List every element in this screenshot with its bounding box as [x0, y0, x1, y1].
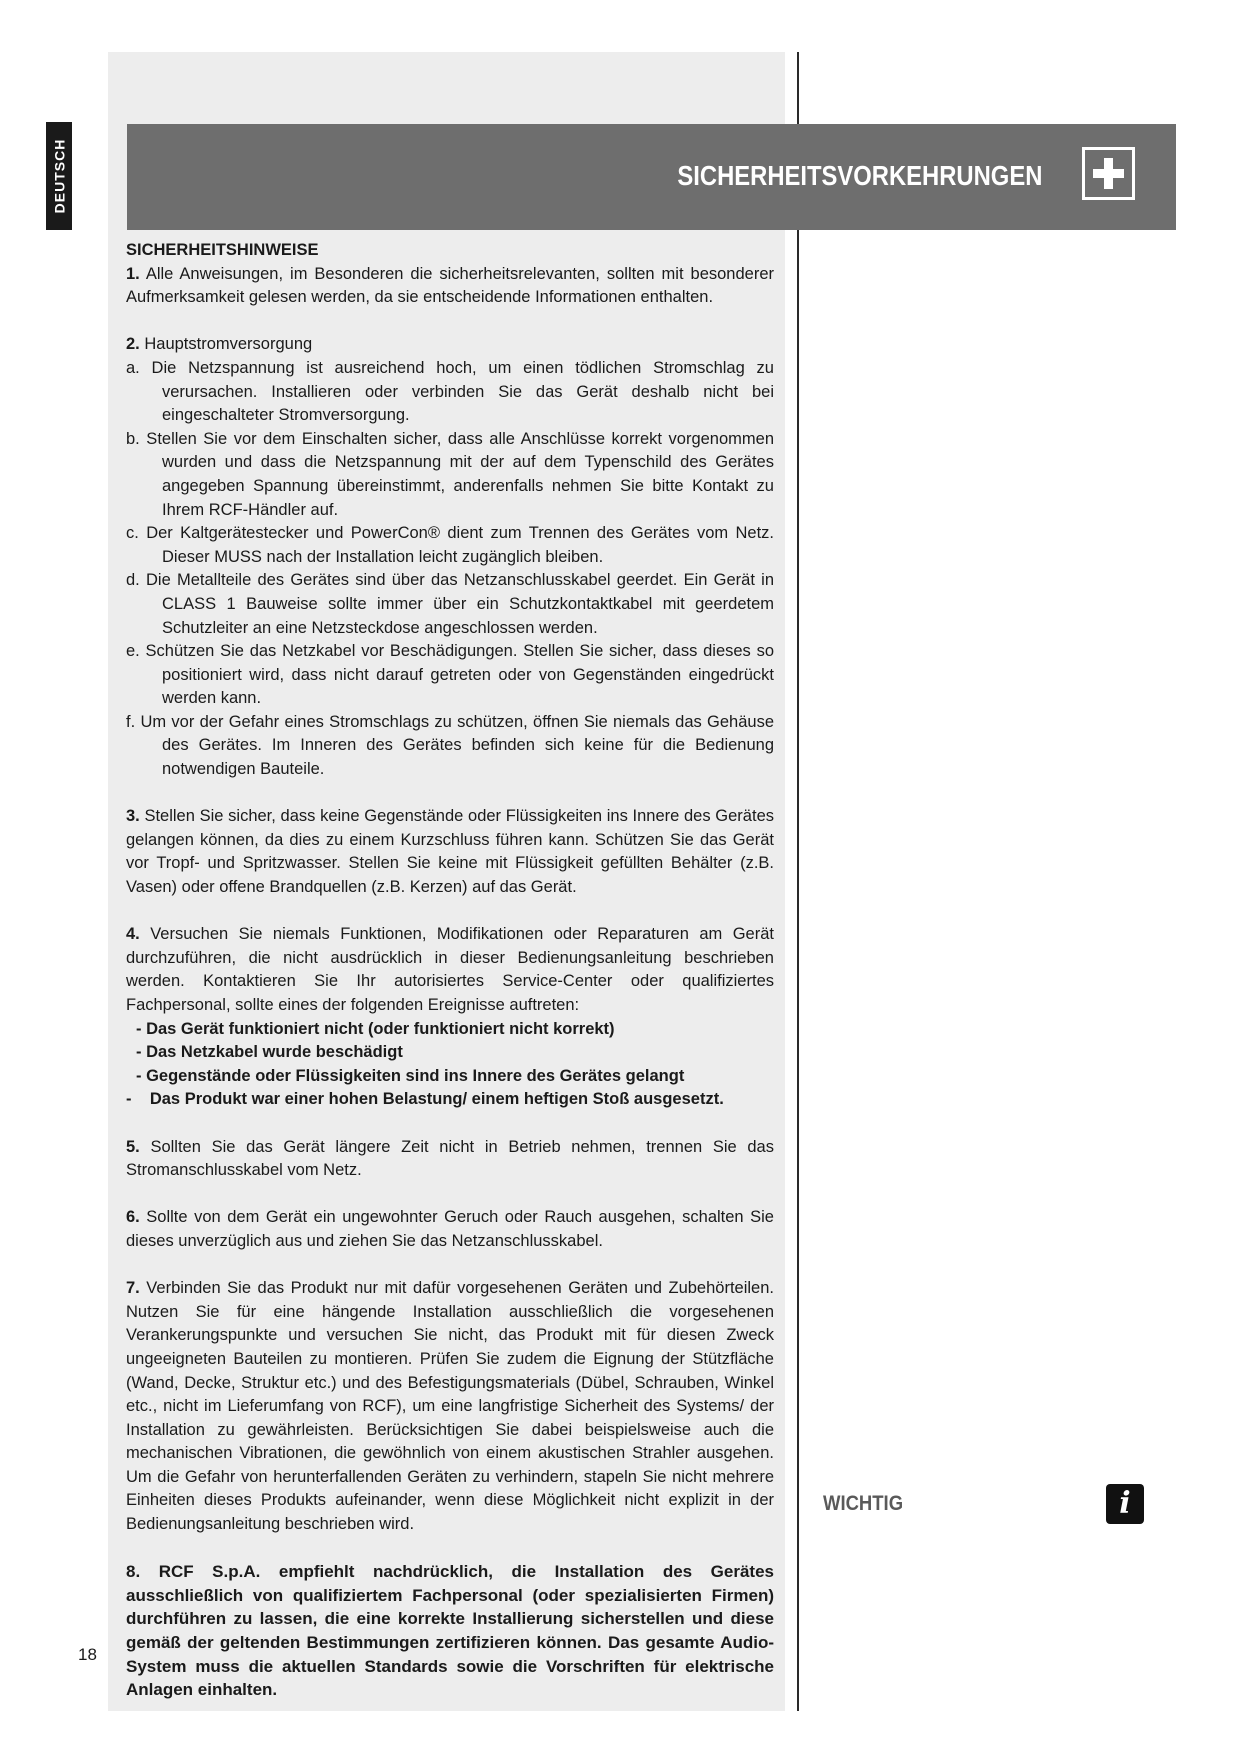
list-dash: -: [126, 1090, 132, 1109]
list-item: - Das Gerät funktioniert nicht (oder funktioniert nicht korrekt): [136, 1019, 615, 1038]
paragraph-3: [126, 805, 774, 899]
paragraph-text: Sollte von dem Gerät ein ungewohnter Geruch oder Rauch ausgehen, schalten Sie dieses unverzüglich aus und ziehen Sie das Netzanschlusskabel.: [126, 1208, 774, 1250]
paragraph-text: Alle Anweisungen, im Besonderen die sicherheitsrelevanten, sollten mit besonderer Aufmerksamkeit gelesen werden, da sie entscheidende Informationen enthalten.: [126, 264, 774, 307]
list-item: f. Um vor der Gefahr eines Stromschlags zu schützen, öffnen Sie niemals das Gehäuse des Gerätes. Im Inneren des Gerätes befinden sich keine für die Bedienung notwendigen Bauteile.: [126, 712, 774, 779]
list-item: [126, 1088, 774, 1112]
paragraph-number: 6.: [126, 1208, 140, 1227]
paragraph-7: [126, 1277, 774, 1537]
list-item: - Gegenstände oder Flüssigkeiten sind ins Innere des Gerätes gelangt: [136, 1066, 685, 1085]
paragraph-text: Sollten Sie das Gerät längere Zeit nicht in Betrieb nehmen, trennen Sie das Stromanschlusskabel vom Netz.: [126, 1137, 774, 1180]
paragraph-8: 8. RCF S.p.A. empfiehlt nachdrücklich, die Installation des Gerätes ausschließlich von qualifiziertem Fachpersonal (oder spezialisierten Firmen) durchführen zu lassen, die eine korrekte Installierung sicherstellen und diese gemäß der geltenden Bestimmungen zertifizieren können. Das gesamte Audio-System muss die aktuellen Standards sowie die Vorschriften für elektrische Anlagen einhalten.: [126, 1562, 774, 1700]
paragraph-text: Versuchen Sie niemals Funktionen, Modifikationen oder Reparaturen am Gerät durchzuführen, die nicht ausdrücklich in dieser Bedienungsanleitung beschrieben werden. Kontaktieren Sie Ihr autorisiertes Service-Center oder qualifiziertes Fachpersonal, sollte eines der folgenden Ereignisse auftreten:: [126, 925, 774, 1014]
medical-cross-icon: [1082, 147, 1135, 200]
list-item: - Das Netzkabel wurde beschädigt: [136, 1043, 403, 1062]
list-item: a. Die Netzspannung ist ausreichend hoch, um einen tödlichen Stromschlag zu verursachen. Installieren oder verbinden Sie das Gerät deshalb nicht bei eingeschalteter Stromversorgung.: [126, 358, 774, 425]
paragraph-6: [126, 1206, 774, 1253]
info-icon: i: [1106, 1484, 1144, 1524]
page-title: SICHERHEITSVORKEHRUNGEN: [677, 160, 1042, 191]
paragraph-number: 3.: [126, 807, 140, 826]
list-item: e. Schützen Sie das Netzkabel vor Beschädigungen. Stellen Sie sicher, dass dieses so positioniert wird, dass nicht darauf getreten oder von Gegenständen eingedrückt werden kann.: [126, 642, 774, 708]
page-number: 18: [78, 1645, 97, 1664]
section-header: [127, 124, 1176, 230]
paragraph-number: 5.: [126, 1137, 140, 1156]
paragraph-2: [126, 333, 774, 357]
section-title: SICHERHEITSHINWEISE: [126, 241, 319, 259]
list-item-text: Das Produkt war einer hohen Belastung/ einem heftigen Stoß ausgesetzt.: [149, 1090, 724, 1109]
language-tab: [46, 122, 72, 230]
paragraph-text: Verbinden Sie das Produkt nur mit dafür vorgesehenen Geräten und Zubehörteilen. Nutzen Sie für eine hängende Installation ausschließlich die vorgesehenen Verankerungspunkte und versuchen Sie nicht, das Produkt mit für diesen Zweck ungeeigneten Bauteilen zu montieren. Prüfen Sie zudem die Eignung der Stützfläche (Wand, Decke, Struktur etc.) und des Befestigungsmaterials (Dübel, Schrauben, Winkel etc., nicht im Lieferumfang von RCF), um eine langfristige Sicherheit des Systems/ der Installation zu gewährleisten. Berücksichtigen Sie dabei beispielsweise auch die mechanischen Vibrationen, die gewöhnlich von einem akustischen Strahler ausgehen. Um die Gefahr von herunterfallenden Geräten zu verhindern, stapeln Sie nicht mehrere Einheiten dieses Produkts aufeinander, wenn diese Möglichkeit nicht explizit in der Bedienungsanleitung beschrieben wird.: [126, 1279, 774, 1534]
sidebar-label: WICHTIG: [823, 1492, 904, 1515]
paragraph-number: 4.: [126, 925, 140, 944]
paragraph-1: [126, 263, 774, 310]
language-tab-label: DEUTSCH: [51, 138, 68, 214]
paragraph-5: [126, 1136, 774, 1183]
paragraph-text: Stellen Sie sicher, dass keine Gegenstände oder Flüssigkeiten ins Innere des Gerätes gelangen können, da dies zu einem Kurzschluss führen kann. Schützen Sie das Gerät vor Tropf- und Spritzwasser. Stellen Sie keine mit Flüssigkeit gefüllten Behälter (z.B. Vasen) oder offene Brandquellen (z.B. Kerzen) auf das Gerät.: [126, 807, 774, 897]
document-body: [126, 239, 774, 1702]
paragraph-number: 1.: [126, 264, 140, 283]
list-item: c. Der Kaltgerätestecker und PowerCon® dient zum Trennen des Gerätes vom Netz. Dieser MUSS nach der Installation leicht zugänglich bleiben.: [126, 524, 774, 566]
list-item: b. Stellen Sie vor dem Einschalten sicher, dass alle Anschlüsse korrekt vorgenommen wurden und dass die Netzspannung mit der auf dem Typenschild des Gerätes angegeben Spannung übereinstimmt, anderenfalls nehmen Sie bitte Kontakt zu Ihrem RCF-Händler auf.: [126, 429, 774, 519]
column-divider: [797, 52, 799, 1711]
paragraph-number: 7.: [126, 1279, 140, 1298]
list-item: d. Die Metallteile des Gerätes sind über das Netzanschlusskabel geerdet. Ein Gerät in CLASS 1 Bauweise sollte immer über ein Schutzkontaktkabel mit geerdetem Schutzleiter an eine Netzsteckdose angeschlossen werden.: [126, 571, 774, 637]
paragraph-text: Hauptstromversorgung: [139, 335, 313, 354]
paragraph-4: [126, 923, 774, 1017]
paragraph-number: 2.: [126, 335, 140, 354]
